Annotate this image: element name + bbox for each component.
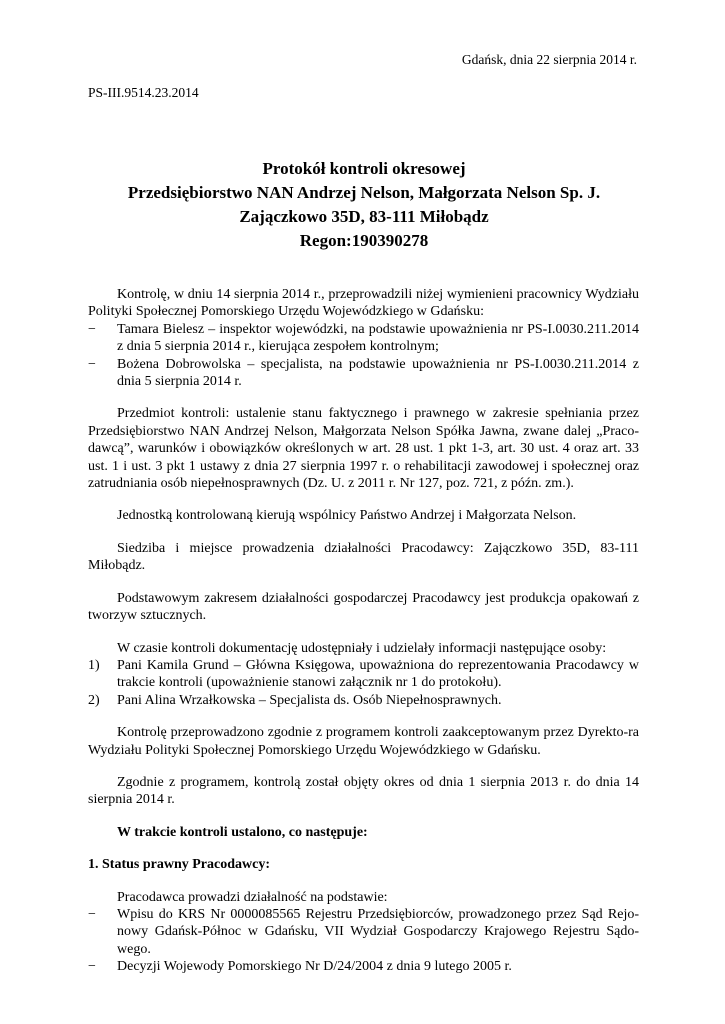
document-date: Gdańsk, dnia 22 sierpnia 2014 r. — [461, 52, 637, 67]
list-item — [88, 356, 639, 391]
section-1-heading — [88, 856, 639, 873]
list-item-text: Pani Alina Wrzałkowska – Specjalista ds. Osób Niepełnosprawnych. — [117, 692, 502, 708]
list-item — [88, 321, 639, 356]
title-line-address: Zajączkowo 35D, 83-111 Miłobądz — [239, 207, 489, 226]
title-line-company: Przedsiębiorstwo NAN Andrzej Nelson, Małgorzata Nelson Sp. J. — [127, 183, 601, 202]
list-item-text: Bożena Dobrowolska – specjalista, na podstawie upoważnienia nr PS-I.0030.211.2014 z dnia 5 sierpnia 2014 r. — [117, 356, 639, 390]
program-paragraph: Kontrolę przeprowadzono zgodnie z programem kontroli zaakceptowanym przez Dyrekto-ra Wydziału Polityki Społecznej Pomorskiego Urzędu Wojewódzkiego w Gdańsku. — [88, 725, 639, 758]
persons-list — [88, 657, 639, 709]
list-item — [88, 958, 639, 975]
document-body — [88, 286, 639, 976]
list-marker: − — [88, 906, 96, 922]
list-marker: − — [88, 321, 96, 337]
inspectors-list — [88, 321, 639, 391]
document-title — [88, 157, 640, 253]
list-marker: 1) — [88, 657, 100, 673]
list-item — [88, 692, 639, 709]
legal-basis-list — [88, 906, 639, 976]
managed-by-paragraph: Jednostką kontrolowaną kierują wspólnicy Państwo Andrzej i Małgorzata Nelson. — [117, 508, 577, 524]
subject-paragraph: Przedmiot kontroli: ustalenie stanu faktycznego i prawnego w zakresie spełniania przez Przedsiębiorstwo NAN Andrzej Nelson, Małgorzata Nelson Spółka Jawna, zwane dalej „Praco-dawcą”, warunków i obowiązków określonych w art. 28 ust. 1 pkt 1-3, art. 30 ust. 4 oraz art. 33 ust. 1 i ust. 3 pkt 1 ustawy z dnia 27 sierpnia 1997 r. o rehabilitacji zawodowej i społecznej oraz zatrudniania osób niepełnosprawnych (Dz. U. z 2011 r. Nr 127, poz. 721, z późn. zm.). — [88, 406, 639, 492]
info-intro-paragraph: W czasie kontroli dokumentację udostępniały i udzielały informacji następujące osoby: — [117, 640, 607, 656]
findings-heading: W trakcie kontroli ustalono, co następuje: — [117, 824, 368, 840]
document-reference-number: PS-III.9514.23.2014 — [88, 85, 199, 100]
list-marker: − — [88, 356, 96, 372]
section-1-intro: Pracodawca prowadzi działalność na podstawie: — [117, 889, 388, 905]
intro-paragraph: Kontrolę, w dniu 14 sierpnia 2014 r., przeprowadzili niżej wymienieni pracownicy Wydziału Polityki Społecznej Pomorskiego Urzędu Wojewódzkiego w Gdańsku: — [88, 287, 639, 320]
list-item-text: Pani Kamila Grund – Główna Księgowa, upoważniona do reprezentowania Pracodawcy w trakcie kontroli (upoważnienie stanowi załącznik nr 1 do protokołu). — [117, 657, 639, 691]
section-1-title: Status prawny Pracodawcy: — [102, 857, 270, 873]
list-item — [88, 657, 639, 692]
seat-paragraph: Siedziba i miejsce prowadzenia działalności Pracodawcy: Zajączkowo 35D, 83-111 Miłobądz. — [88, 540, 639, 574]
section-1-number: 1. — [88, 857, 99, 873]
scope-paragraph: Podstawowym zakresem działalności gospodarczej Pracodawcy jest produkcja opakowań z tworzyw sztucznych. — [88, 590, 639, 624]
title-line-protocol: Protokół kontroli okresowej — [262, 159, 466, 178]
list-item-text: Decyzji Wojewody Pomorskiego Nr D/24/2004 z dnia 9 lutego 2005 r. — [117, 959, 512, 975]
title-line-regon: Regon:190390278 — [299, 231, 429, 250]
list-item-text: Tamara Bielesz – inspektor wojewódzki, na podstawie upoważnienia nr PS-I.0030.211.2014 z dnia 5 sierpnia 2014 r., kierująca zespołem kontrolnym; — [117, 321, 639, 355]
list-marker: 2) — [88, 692, 100, 708]
list-item — [88, 906, 639, 958]
list-item-text: Wpisu do KRS Nr 0000085565 Rejestru Przedsiębiorców, prowadzonego przez Sąd Rejo-nowy Gdańsk-Północ w Gdańsku, VII Wydział Gospodarczy Krajowego Rejestru Sądo-wego. — [117, 906, 639, 957]
period-paragraph: Zgodnie z programem, kontrolą został objęty okres od dnia 1 sierpnia 2013 r. do dnia 14 sierpnia 2014 r. — [88, 774, 639, 808]
list-marker: − — [88, 959, 96, 975]
